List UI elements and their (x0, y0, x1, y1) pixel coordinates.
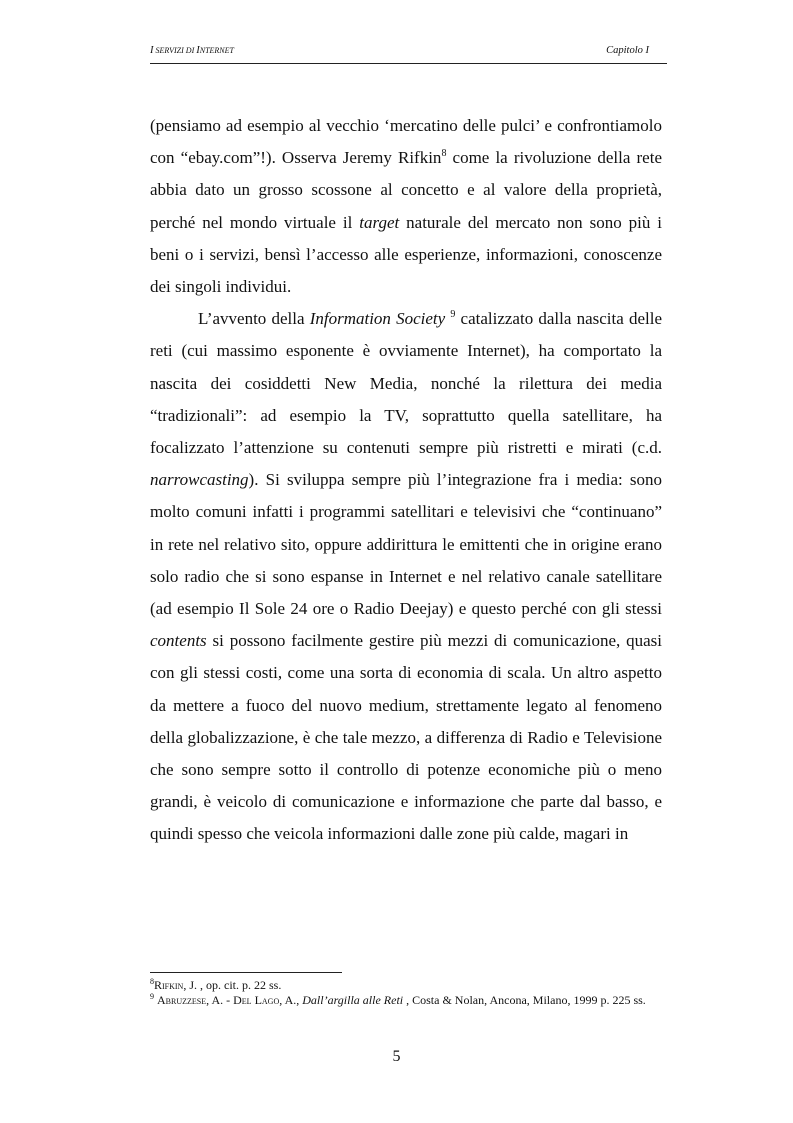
footnotes (150, 978, 662, 1008)
header-chapter: Capitolo I (606, 45, 649, 56)
paragraph: L’avvento della Information Society $^9$ catalizzato dalla nascita delle reti (cui massimo esponente è ovviamente Internet), ha comportato la nascita dei cosiddetti New Media, nonché la rilettura dei media “tradizionali”: ad esempio la TV, soprattutto quella satellitare, ha focalizzato l’attenzione su contenuti sempre più ristretti e mirati (c.d. narrowcasting). Si sviluppa sempre più l’integrazione fra i media: sono molto comuni infatti i programmi satellitari e televisivi che “continuano” in rete nel relativo sito, oppure addirittura le emittenti che in origine erano solo radio che si sono espanse in Internet e nel relativo canale satellitare (ad esempio Il Sole 24 ore o Radio Deejay) e questo perché con gli stessi contents si possono facilmente gestire più mezzi di comunicazione, quasi con gli stessi costi, come una sorta di economia di scala. Un altro aspetto da mettere a fuoco del nuovo medium, strettamente legato al fenomeno della globalizzazione, è che tale mezzo, a differenza di Radio e Televisione che sono sempre sotto il controllo di potenze economiche più o meno grandi, è veicolo di comunicazione e informazione che parte dal basso, e quindi spesso che veicola informazioni dalle zone più calde, magari in (150, 309, 662, 844)
footnote: $^8$Rifkin, J. , op. cit. p. 22 ss. (150, 977, 282, 992)
paragraph: (pensiamo ad esempio al vecchio ‘mercatino delle pulci’ e confrontiamolo con “ebay.com”!). Osserva Jeremy Rifkin$^8$ come la rivoluzione della rete abbia dato un grosso scossone al concetto e al valore della proprietà, perché nel mondo virtuale il target naturale del mercato non sono più i beni o i servizi, bensì l’accesso alle esperienze, informazioni, conoscenze dei singoli individui. (150, 116, 662, 297)
header-section-title: I SERVIZI DI INTERNET (150, 45, 234, 56)
footnote-ref[interactable]: 8 (441, 148, 447, 160)
page-number: 5 (392, 1048, 401, 1065)
body-text (150, 110, 662, 851)
running-header (150, 43, 667, 64)
footnote-separator (150, 972, 342, 973)
footnote-ref[interactable]: 9 (450, 309, 456, 321)
footnote: $^9$ Abruzzese, A. - Del Lago, A., Dall’argilla alle Reti , Costa & Nolan, Ancona, Milano, 1999 p. 225 ss. (150, 992, 646, 1007)
